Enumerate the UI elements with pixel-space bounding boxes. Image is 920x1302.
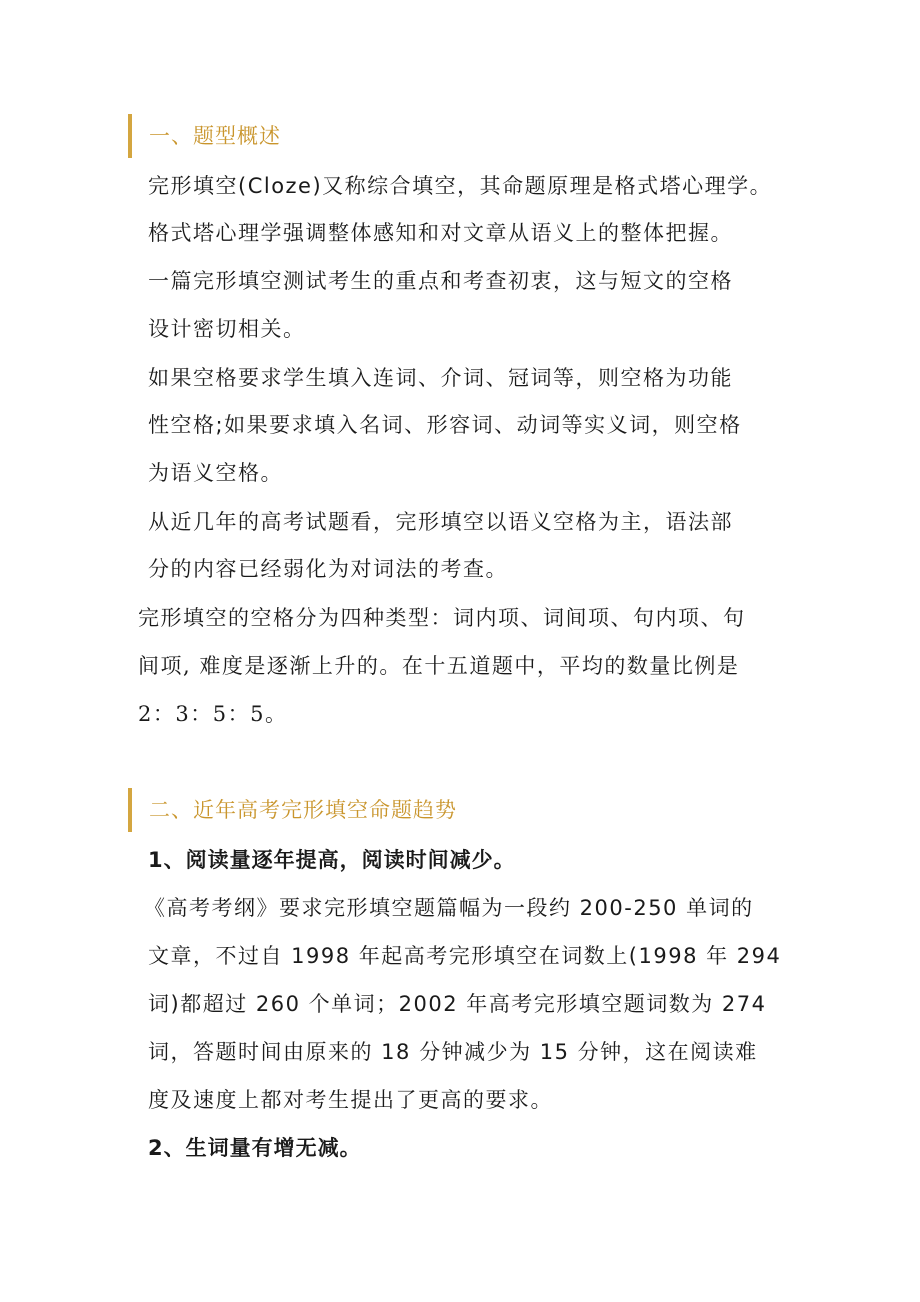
section-heading-overview: 一、题型概述 <box>128 114 281 158</box>
point-title-reading-volume: 1、阅读量逐年提高，阅读时间减少。 <box>148 848 516 872</box>
paragraph-line: 为语义空格。 <box>148 461 283 485</box>
paragraph-line: 度及速度上都对考生提出了更高的要求。 <box>148 1088 553 1112</box>
paragraph-line: 完形填空(Cloze)又称综合填空，其命题原理是格式塔心理学。 <box>148 174 773 198</box>
paragraph-line: 性空格;如果要求填入名词、形容词、动词等实义词，则空格 <box>148 413 742 437</box>
paragraph-line: 《高考考纲》要求完形填空题篇幅为一段约 200-250 单词的 <box>144 896 754 920</box>
paragraph-line: 如果空格要求学生填入连词、介词、冠词等，则空格为功能 <box>148 366 733 390</box>
types-line: 间项, 难度是逐渐上升的。在十五道题中，平均的数量比例是 <box>138 654 740 678</box>
paragraph-line: 一篇完形填空测试考生的重点和考查初衷，这与短文的空格 <box>148 269 733 293</box>
paragraph-line: 从近几年的高考试题看，完形填空以语义空格为主，语法部 <box>148 510 733 534</box>
types-line: 完形填空的空格分为四种类型：词内项、词间项、句内项、句 <box>138 606 746 630</box>
section-heading-trends: 二、近年高考完形填空命题趋势 <box>128 788 457 832</box>
paragraph-line: 格式塔心理学强调整体感知和对文章从语义上的整体把握。 <box>148 221 733 245</box>
paragraph-line: 分的内容已经弱化为对词法的考查。 <box>148 557 508 581</box>
paragraph-line: 文章，不过自 1998 年起高考完形填空在词数上(1998 年 294 <box>148 944 782 968</box>
paragraph-line: 词)都超过 260 个单词；2002 年高考完形填空题词数为 274 <box>148 992 767 1016</box>
point-title-vocabulary: 2、生词量有增无减。 <box>148 1136 362 1160</box>
paragraph-line: 设计密切相关。 <box>148 317 306 341</box>
types-line: 2：3：5：5。 <box>138 702 288 726</box>
paragraph-line: 词，答题时间由原来的 18 分钟减少为 15 分钟，这在阅读难 <box>148 1040 758 1064</box>
